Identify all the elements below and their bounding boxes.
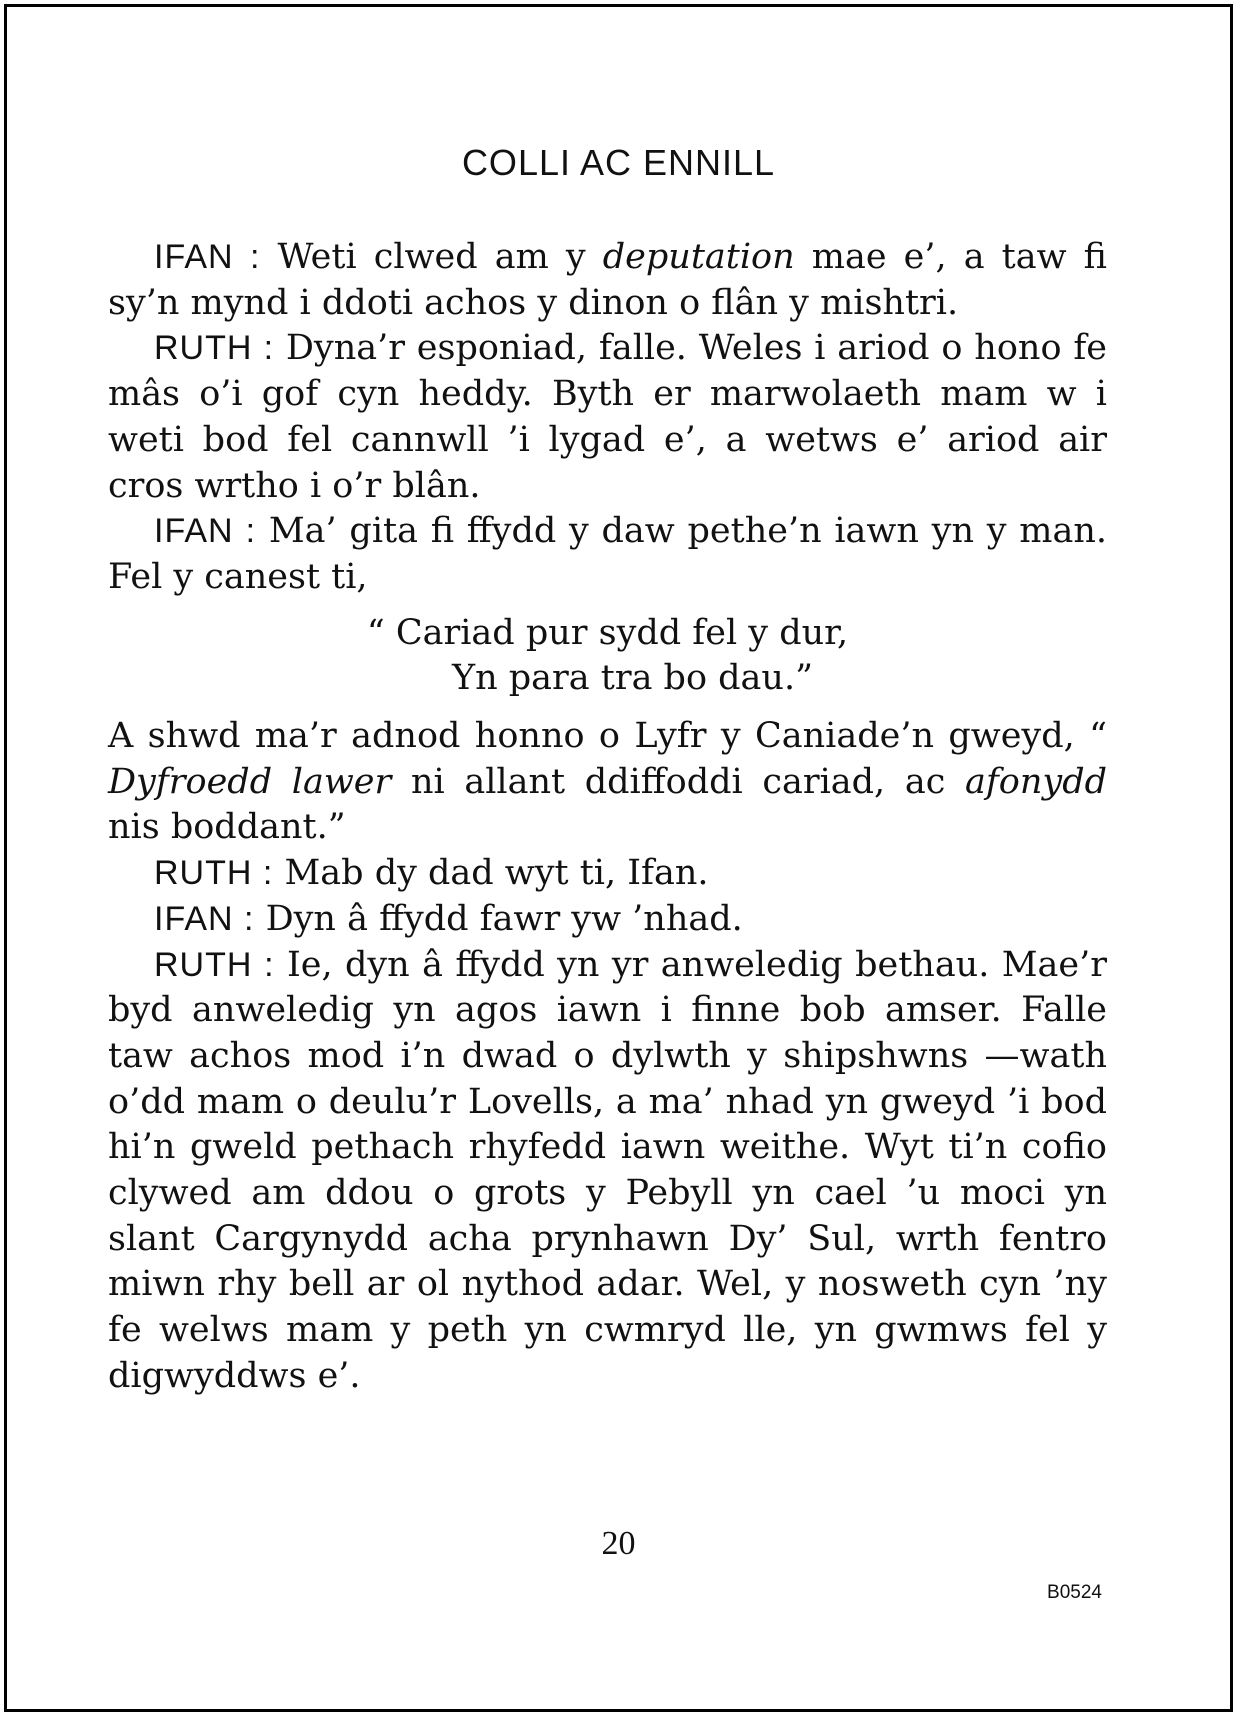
dialogue-text: Ma’ gita fi ffydd y daw pethe’n iawn yn y man. Fel y canest ti, bbox=[108, 511, 1107, 597]
verse-line: Yn para tra bo dau.” bbox=[452, 658, 813, 699]
running-title: COLLI AC ENNILL bbox=[461, 142, 776, 183]
italic-word: afonydd bbox=[964, 761, 1108, 802]
dialogue-text: Dyna’r esponiad, falle. Weles i ariod o hono fe mâs o’i gof cyn heddy. Byth er marwolaeth mam w i weti bod fel cannwll ’i lygad e’, a wetws e’ ariod air cros wrtho i o’r blân. bbox=[108, 328, 1108, 506]
speaker-label: RUTH : bbox=[154, 854, 274, 893]
speaker-label: IFAN : bbox=[154, 238, 261, 276]
dialogue-text: Dyn â ffydd fawr yw ’nhad. bbox=[254, 898, 743, 939]
speaker-label: RUTH : bbox=[154, 945, 275, 984]
dialogue-paragraph bbox=[108, 851, 1107, 897]
continuation-text: ni allant ddiffoddi cariad, ac bbox=[391, 761, 965, 802]
dialogue-paragraph bbox=[108, 235, 1107, 326]
dialogue-paragraph bbox=[108, 326, 1107, 509]
dialogue-text: Weti clwed am y bbox=[260, 237, 603, 277]
document-code: B0524 bbox=[1047, 1582, 1102, 1603]
italic-phrase: Dyfroedd lawer bbox=[108, 761, 392, 802]
dialogue-text: mae e’, a taw fi sy’n mynd i ddoti achos y dinon o flân y mishtri. bbox=[108, 237, 1108, 323]
book-page bbox=[4, 4, 1233, 1712]
dialogue-paragraph bbox=[108, 509, 1107, 600]
italic-word: deputation bbox=[602, 237, 795, 277]
continuation-paragraph bbox=[108, 714, 1107, 851]
body-text bbox=[108, 235, 1107, 1400]
dialogue-text: Ie, dyn â ffydd yn yr anweledig bethau. Mae’r byd anweledig yn agos iawn i finne bob amser. Falle taw achos mod i’n dwad o dylwth y shipshwns —wath o’dd mam o deulu’r Lovells, a ma’ nhad yn gweyd ’i bod hi’n gweld pethach rhyfedd iawn weithe. Wyt ti’n cofio clywed am ddou o grots y Pebyll yn cael ’u moci yn slant Cargynydd acha prynhawn Dy’ Sul, wrth fentro miwn rhy bell ar ol nythod adar. Wel, y nosweth cyn ’ny fe welws mam y peth yn cwmryd lle, yn gwmws fel y digwyddws e’. bbox=[108, 944, 1107, 1396]
dialogue-text: Mab dy dad wyt ti, Ifan. bbox=[273, 853, 709, 894]
dialogue-paragraph bbox=[108, 897, 1107, 943]
dialogue-paragraph bbox=[108, 943, 1107, 1400]
speaker-label: IFAN : bbox=[154, 512, 257, 551]
continuation-text: A shwd ma’r adnod honno o Lyfr y Caniade’n gweyd, “ bbox=[108, 716, 1107, 757]
verse-quote bbox=[108, 611, 1107, 702]
verse-line: “ Cariad pur sydd fel y dur, bbox=[366, 612, 849, 653]
page-number: 20 bbox=[601, 1525, 636, 1562]
continuation-text: nis boddant.” bbox=[108, 807, 346, 848]
speaker-label: RUTH : bbox=[154, 329, 275, 368]
speaker-label: IFAN : bbox=[154, 899, 255, 938]
